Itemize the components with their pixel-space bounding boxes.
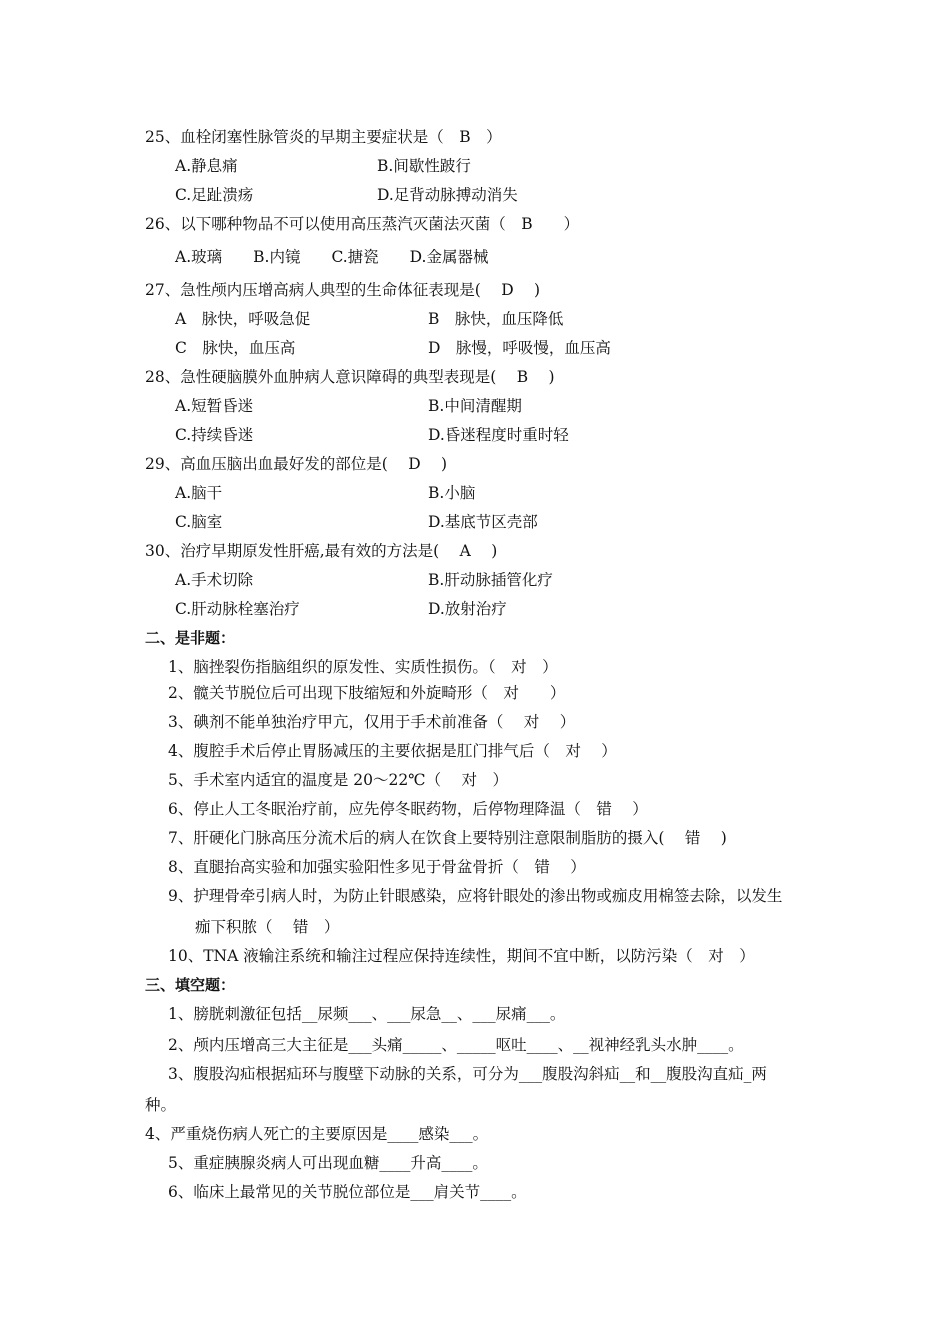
option-c: C.足趾溃疡 [175, 186, 254, 204]
option-b: B 脉快，血压降低 [428, 310, 564, 328]
option-a: A.手术切除 [175, 571, 254, 589]
tf-item: 2、髋关节脱位后可出现下肢缩短和外旋畸形（ 对 ） [168, 684, 566, 702]
tf-item: 8、直腿抬高实验和加强实验阳性多见于骨盆骨折（ 错 ） [168, 858, 586, 876]
question-27: 27、急性颅内压增高病人典型的生命体征表现是( D ) [145, 281, 541, 299]
option-d: D.基底节区壳部 [428, 513, 538, 531]
option-b: B.中间清醒期 [428, 397, 522, 415]
tf-item: 1、脑挫裂伤指脑组织的原发性、实质性损伤。（ 对 ） [168, 658, 558, 676]
question-26: 26、以下哪种物品不可以使用高压蒸汽灭菌法灭菌（ B ） [145, 215, 580, 233]
option-c: C.肝动脉栓塞治疗 [175, 600, 300, 618]
tf-item: 10、TNA 液输注系统和输注过程应保持连续性，期间不宜中断，以防污染（ 对 ） [168, 947, 755, 965]
fill-item: 5、重症胰腺炎病人可出现血糖____升高____。 [168, 1154, 488, 1172]
tf-item: 9、护理骨牵引病人时，为防止针眼感染，应将针眼处的渗出物或痂皮用棉签去除，以发生 [168, 887, 783, 905]
option-b: B.小脑 [428, 484, 476, 502]
tf-item: 5、手术室内适宜的温度是 20～22℃（ 对 ） [168, 771, 509, 789]
tf-item: 7、肝硬化门脉高压分流术后的病人在饮食上要特别注意限制脂肪的摄入( 错 ) [168, 829, 727, 847]
section-fill-blank-title: 三、填空题： [145, 976, 236, 994]
question-30: 30、治疗早期原发性肝癌,最有效的方法是( A ) [145, 542, 498, 560]
tf-item-continued: 痂下积脓（ 错 ） [195, 918, 340, 936]
tf-item: 6、停止人工冬眠治疗前，应先停冬眠药物，后停物理降温（ 错 ） [168, 800, 648, 818]
tf-item: 4、腹腔手术后停止胃肠减压的主要依据是肛门排气后（ 对 ） [168, 742, 617, 760]
question-28: 28、急性硬脑膜外血肿病人意识障碍的典型表现是( B ) [145, 368, 555, 386]
option-a: A.静息痛 [175, 157, 238, 175]
option-a: A 脉快，呼吸急促 [175, 310, 311, 328]
fill-item: 6、临床上最常见的关节脱位部位是___肩关节____。 [168, 1183, 527, 1201]
option-d: D.足背动脉搏动消失 [377, 186, 518, 204]
question-25: 25、血栓闭塞性脉管炎的早期主要症状是（ B ） [145, 128, 502, 146]
option-b: B.间歇性跛行 [377, 157, 471, 175]
option-a: A.脑干 [175, 484, 223, 502]
fill-item-continued: 种。 [145, 1096, 177, 1114]
option-d: D.昏迷程度时重时轻 [428, 426, 569, 444]
fill-item: 2、颅内压增高三大主征是___头痛_____、_____呕吐____、__视神经乳头水肿____。 [168, 1036, 744, 1054]
fill-item: 1、膀胱刺激征包括__尿频___、___尿急__、___尿痛___。 [168, 1005, 566, 1023]
question-29: 29、高血压脑出血最好发的部位是( D ) [145, 455, 448, 473]
option-d: D.放射治疗 [428, 600, 507, 618]
option-c: C.持续昏迷 [175, 426, 254, 444]
option-c: C 脉快，血压高 [175, 339, 296, 357]
options-line: A.玻璃 B.内镜 C.搪瓷 D.金属器械 [175, 248, 489, 266]
tf-item: 3、碘剂不能单独治疗甲亢，仅用于手术前准备（ 对 ） [168, 713, 576, 731]
option-b: B.肝动脉插管化疗 [428, 571, 553, 589]
option-d: D 脉慢，呼吸慢，血压高 [428, 339, 611, 357]
section-true-false-title: 二、是非题： [145, 629, 236, 647]
fill-item: 4、严重烧伤病人死亡的主要原因是____感染___。 [145, 1125, 489, 1143]
option-a: A.短暂昏迷 [175, 397, 254, 415]
fill-item: 3、腹股沟疝根据疝环与腹壁下动脉的关系，可分为___腹股沟斜疝__和__腹股沟直疝_两 [168, 1065, 767, 1083]
option-c: C.脑室 [175, 513, 223, 531]
